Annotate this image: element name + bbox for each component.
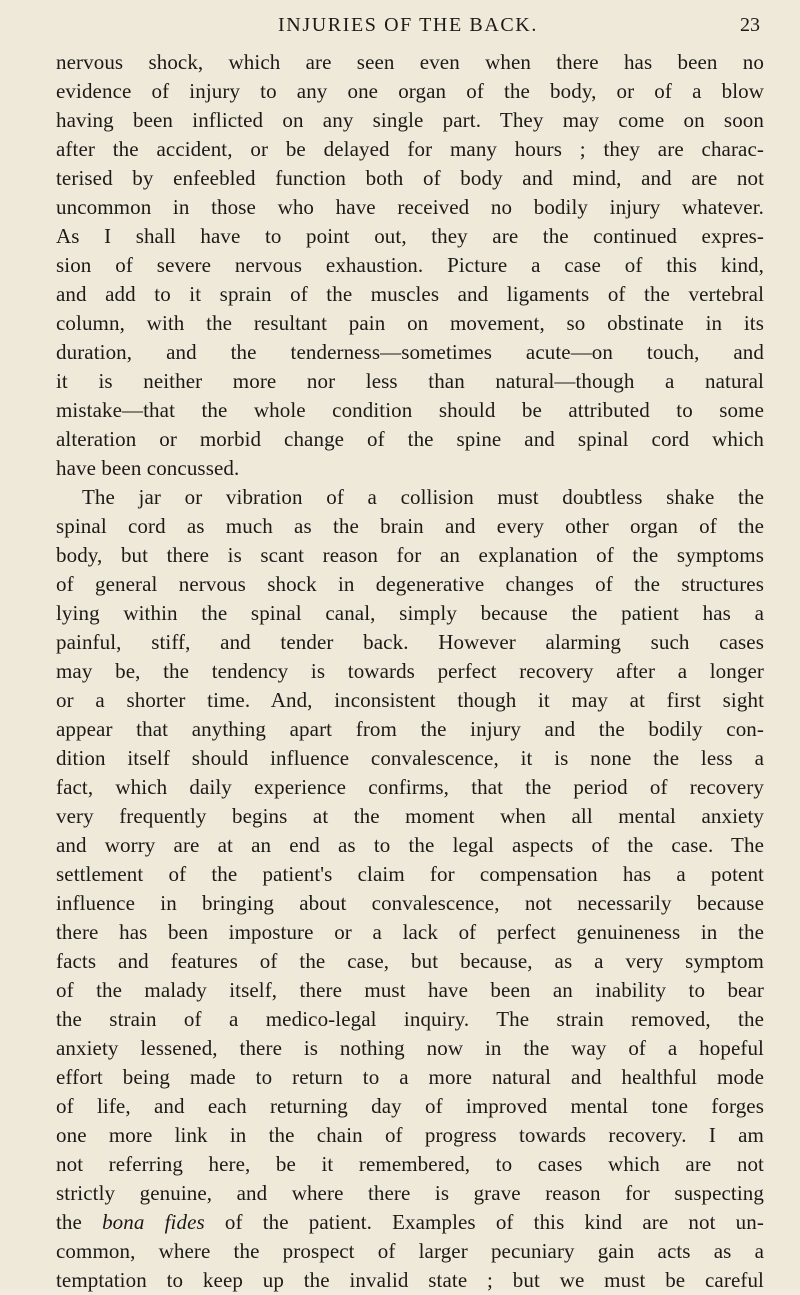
text-line: column, with the resultant pain on movement, so obstinate in its (56, 311, 764, 335)
text-line: The jar or vibration of a collision must doubtless shake the (82, 485, 764, 509)
text-line: not referring here, be it remembered, to cases which are not (56, 1152, 764, 1176)
text-line: mistake—that the whole condition should be attributed to some (56, 398, 764, 422)
text-segment: the (56, 1210, 103, 1234)
text-line: painful, stiff, and tender back. However alarming such cases (56, 630, 764, 654)
text-line: having been inflicted on any single part. They may come on soon (56, 108, 764, 132)
text-line: effort being made to return to a more natural and healthful mode (56, 1065, 764, 1089)
text-line: there has been imposture or a lack of perfect genuineness in the (56, 920, 764, 944)
text-line: settlement of the patient's claim for compensation has a potent (56, 862, 764, 886)
text-line: and worry are at an end as to the legal aspects of the case. The (56, 833, 764, 857)
text-line: facts and features of the case, but because, as a very symptom (56, 949, 764, 973)
text-line: lying within the spinal canal, simply because the patient has a (56, 601, 764, 625)
text-line: after the accident, or be delayed for many hours ; they are charac- (56, 137, 764, 161)
text-line: it is neither more nor less than natural—though a natural (56, 369, 764, 393)
text-line: very frequently begins at the moment when all mental anxiety (56, 804, 764, 828)
text-line: sion of severe nervous exhaustion. Picture a case of this kind, (56, 253, 764, 277)
text-line: duration, and the tenderness—sometimes acute—on touch, and (56, 340, 764, 364)
text-line: appear that anything apart from the injury and the bodily con- (56, 717, 764, 741)
text-line: of life, and each returning day of improved mental tone forges (56, 1094, 764, 1118)
text-line: may be, the tendency is towards perfect recovery after a longer (56, 659, 764, 683)
page-header (0, 4, 800, 40)
text-line: spinal cord as much as the brain and every other organ of the (56, 514, 764, 538)
text-line: As I shall have to point out, they are the continued expres- (56, 224, 764, 248)
text-line: common, where the prospect of larger pecuniary gain acts as a (56, 1239, 764, 1263)
text-line: one more link in the chain of progress towards recovery. I am (56, 1123, 764, 1147)
text-line: influence in bringing about convalescence, not necessarily because (56, 891, 764, 915)
text-line: or a shorter time. And, inconsistent though it may at first sight (56, 688, 764, 712)
text-line: nervous shock, which are seen even when there has been no (56, 50, 764, 74)
text-line: strictly genuine, and where there is grave reason for suspecting (56, 1181, 764, 1205)
text-line: of the malady itself, there must have been an inability to bear (56, 978, 764, 1002)
text-line: fact, which daily experience confirms, that the period of recovery (56, 775, 764, 799)
text-line: anxiety lessened, there is nothing now in the way of a hopeful (56, 1036, 764, 1060)
text-line: terised by enfeebled function both of body and mind, and are not (56, 166, 764, 190)
running-head: INJURIES OF THE BACK. (278, 14, 538, 36)
page-number: 23 (740, 14, 760, 36)
text-line: and add to it sprain of the muscles and ligaments of the vertebral (56, 282, 764, 306)
text-line: the strain of a medico-legal inquiry. The strain removed, the (56, 1007, 764, 1031)
italic-phrase: bona fides (102, 1210, 205, 1234)
text-line: evidence of injury to any one organ of the body, or of a blow (56, 79, 764, 103)
text-line: have been concussed. (56, 456, 240, 480)
text-line: dition itself should influence convalescence, it is none the less a (56, 746, 764, 770)
text-line: of general nervous shock in degenerative changes of the structures (56, 572, 764, 596)
text-line: temptation to keep up the invalid state ; but we must be careful (56, 1268, 764, 1292)
text-line: uncommon in those who have received no bodily injury whatever. (56, 195, 764, 219)
text-segment: of the patient. Examples of this kind are not un- (204, 1210, 764, 1234)
text-line: alteration or morbid change of the spine and spinal cord which (56, 427, 764, 451)
text-line-with-italic (56, 1208, 764, 1237)
text-line: body, but there is scant reason for an explanation of the symptoms (56, 543, 764, 567)
